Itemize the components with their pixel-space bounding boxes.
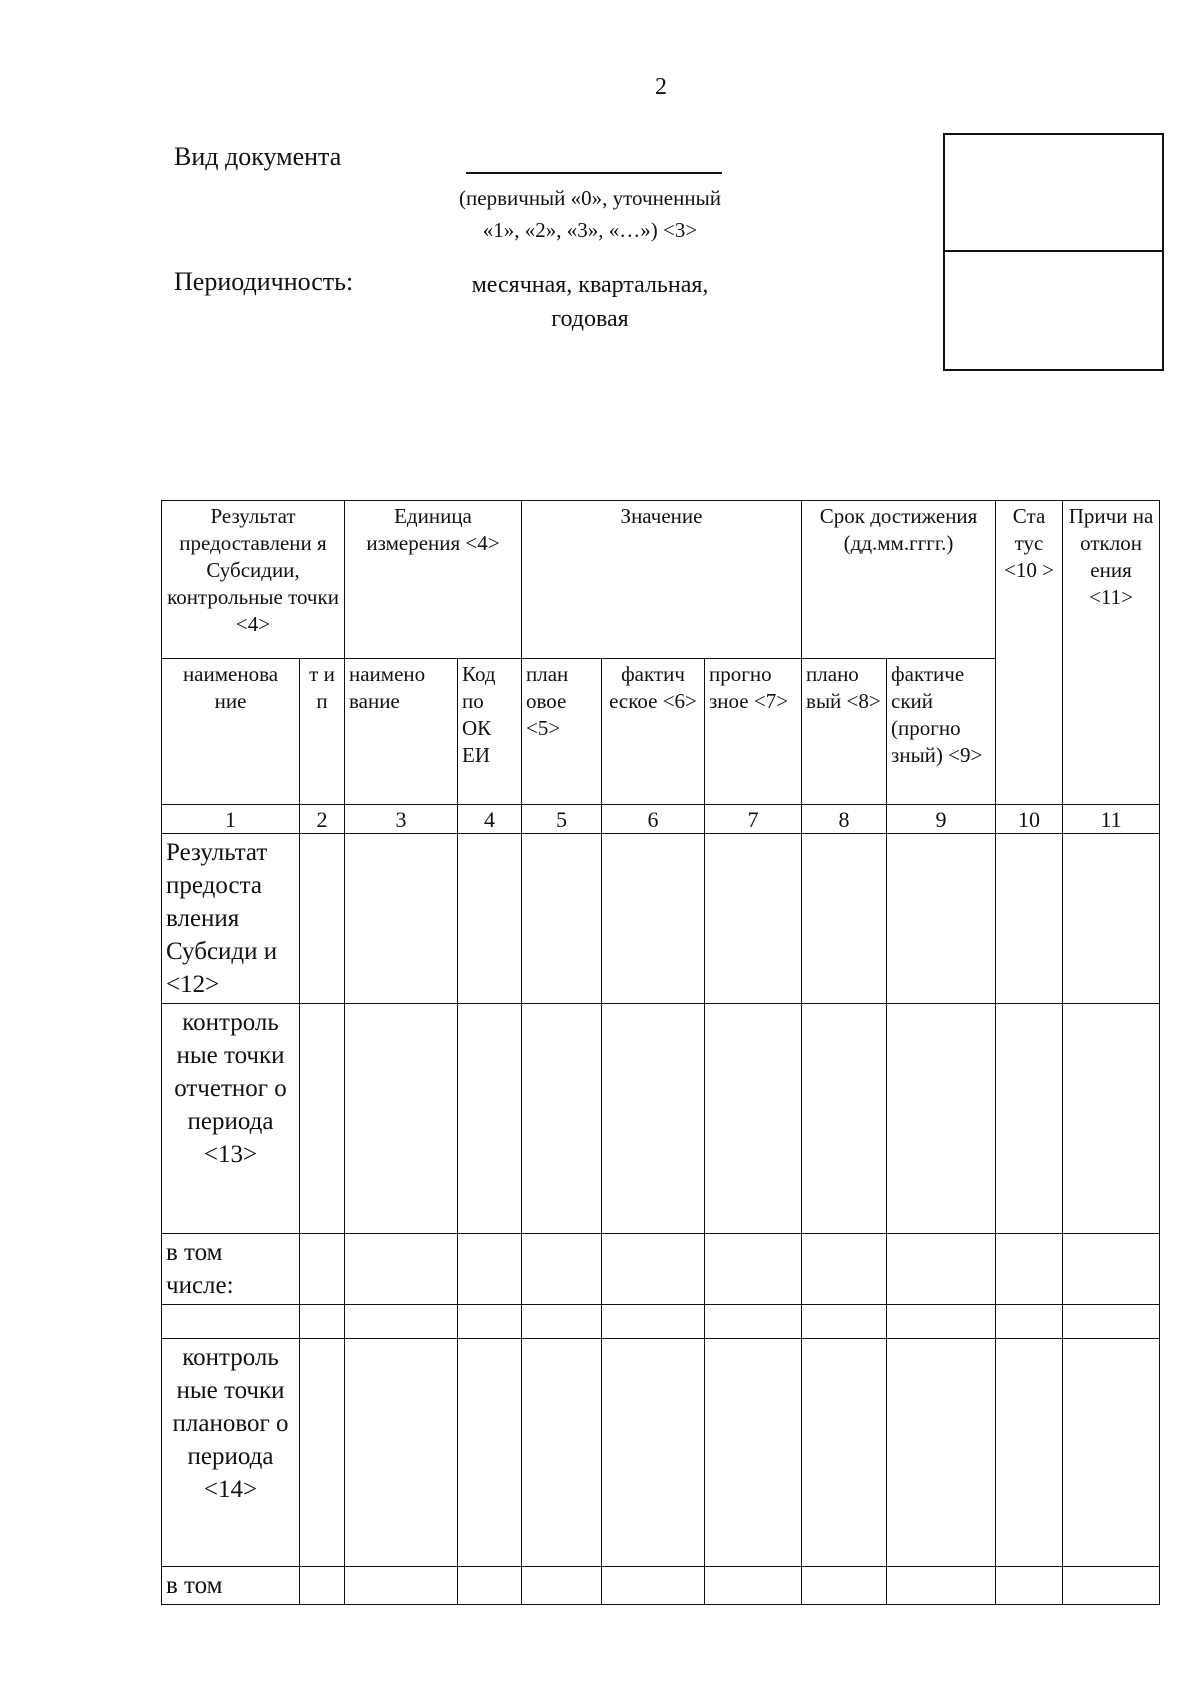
table-cell[interactable] xyxy=(345,834,458,1004)
column-number: 8 xyxy=(802,805,887,834)
table-cell[interactable] xyxy=(458,1305,522,1339)
table-cell[interactable] xyxy=(802,1567,887,1605)
col-name-header: наименова ние xyxy=(162,659,300,805)
column-number: 4 xyxy=(458,805,522,834)
table-cell[interactable] xyxy=(1063,1004,1160,1234)
table-row xyxy=(162,1004,1160,1234)
doc-type-fill-line xyxy=(466,172,722,174)
table-cell[interactable] xyxy=(705,834,802,1004)
col-type-header: т и п xyxy=(300,659,345,805)
col-unit-name-header: наимено вание xyxy=(345,659,458,805)
code-box-cell-top xyxy=(945,135,1162,252)
table-cell[interactable] xyxy=(887,1339,996,1567)
table-cell[interactable] xyxy=(458,1004,522,1234)
row-label-checkpoints-reporting: контроль ные точки отчетног о периода <13> xyxy=(162,1004,300,1234)
table-cell[interactable] xyxy=(1063,1567,1160,1605)
col-result-header: Результат предоставлени я Субсидии, контрольные точки <4> xyxy=(162,501,345,659)
table-cell[interactable] xyxy=(345,1567,458,1605)
periodicity-line1: месячная, квартальная, xyxy=(471,272,709,298)
table-cell[interactable] xyxy=(1063,1339,1160,1567)
table-cell[interactable] xyxy=(522,834,602,1004)
table-cell[interactable] xyxy=(996,834,1063,1004)
table-cell[interactable] xyxy=(996,1305,1063,1339)
table-cell[interactable] xyxy=(705,1305,802,1339)
table-cell[interactable] xyxy=(1063,1305,1160,1339)
table-cell[interactable] xyxy=(1063,834,1160,1004)
table-cell[interactable] xyxy=(300,1339,345,1567)
table-cell[interactable] xyxy=(887,1234,996,1305)
table-cell[interactable] xyxy=(345,1305,458,1339)
col-unit-header: Единица измерения <4> xyxy=(345,501,522,659)
table-cell[interactable] xyxy=(300,1004,345,1234)
header-group-row xyxy=(162,501,1160,659)
table-cell[interactable] xyxy=(300,1305,345,1339)
table-cell[interactable] xyxy=(602,834,705,1004)
column-number: 9 xyxy=(887,805,996,834)
table-cell[interactable] xyxy=(458,834,522,1004)
table-cell[interactable] xyxy=(522,1305,602,1339)
row-label-including: в том xyxy=(162,1567,300,1605)
col-deadline-fact-header: фактиче ский (прогно зный) <9> xyxy=(887,659,996,805)
doc-type-label: Вид документа xyxy=(174,142,342,171)
table-cell[interactable] xyxy=(458,1339,522,1567)
row-label-empty xyxy=(162,1305,300,1339)
table-cell[interactable] xyxy=(802,1004,887,1234)
column-number: 10 xyxy=(996,805,1063,834)
column-number: 5 xyxy=(522,805,602,834)
periodicity-label: Периодичность: xyxy=(174,267,354,296)
table-cell[interactable] xyxy=(802,1305,887,1339)
table-cell[interactable] xyxy=(522,1339,602,1567)
table-cell[interactable] xyxy=(602,1234,705,1305)
periodicity-values xyxy=(440,268,740,336)
col-deadline-header: Срок достижения (дд.мм.гггг.) xyxy=(802,501,996,659)
table-cell[interactable] xyxy=(705,1567,802,1605)
column-number: 2 xyxy=(300,805,345,834)
table-cell[interactable] xyxy=(522,1004,602,1234)
code-box xyxy=(943,133,1164,371)
doc-type-note-line2: «1», «2», «3», «…») <3> xyxy=(482,218,698,242)
column-numbers-row xyxy=(162,805,1160,834)
col-value-header: Значение xyxy=(522,501,802,659)
table-cell[interactable] xyxy=(458,1234,522,1305)
table-cell[interactable] xyxy=(345,1004,458,1234)
table-cell[interactable] xyxy=(996,1339,1063,1567)
table-cell[interactable] xyxy=(1063,1234,1160,1305)
table-cell[interactable] xyxy=(522,1567,602,1605)
row-label-result: Результат предоста вления Субсиди и <12> xyxy=(162,834,300,1004)
table-cell[interactable] xyxy=(300,1567,345,1605)
table-cell[interactable] xyxy=(887,1567,996,1605)
table-cell[interactable] xyxy=(345,1234,458,1305)
doc-type-note xyxy=(420,182,760,246)
table-cell[interactable] xyxy=(887,1305,996,1339)
table-cell[interactable] xyxy=(345,1339,458,1567)
table-cell[interactable] xyxy=(996,1234,1063,1305)
table-cell[interactable] xyxy=(458,1567,522,1605)
table-row xyxy=(162,1234,1160,1305)
doc-type-note-line1: (первичный «0», уточненный xyxy=(459,186,721,210)
table-cell[interactable] xyxy=(300,834,345,1004)
report-table xyxy=(161,500,1160,1605)
column-number: 1 xyxy=(162,805,300,834)
col-reason-header: Причи на отклон ения <11> xyxy=(1063,501,1160,805)
table-cell[interactable] xyxy=(602,1004,705,1234)
table-cell[interactable] xyxy=(802,1339,887,1567)
table-cell[interactable] xyxy=(602,1305,705,1339)
table-cell[interactable] xyxy=(887,1004,996,1234)
column-number: 7 xyxy=(705,805,802,834)
row-label-including: в том числе: xyxy=(162,1234,300,1305)
code-box-cell-bottom xyxy=(945,252,1162,369)
col-fact-header: фактич еское <6> xyxy=(602,659,705,805)
page-number: 2 xyxy=(655,74,667,100)
table-cell[interactable] xyxy=(300,1234,345,1305)
table-cell[interactable] xyxy=(522,1234,602,1305)
table-cell[interactable] xyxy=(887,834,996,1004)
table-row xyxy=(162,1567,1160,1605)
table-cell[interactable] xyxy=(705,1339,802,1567)
row-label-checkpoints-planned: контроль ные точки плановог о периода <14> xyxy=(162,1339,300,1567)
table-row xyxy=(162,1339,1160,1567)
table-cell[interactable] xyxy=(996,1004,1063,1234)
column-number: 6 xyxy=(602,805,705,834)
periodicity-line2: годовая xyxy=(551,306,629,332)
col-deadline-plan-header: плано вый <8> xyxy=(802,659,887,805)
col-okei-header: Код по ОК ЕИ xyxy=(458,659,522,805)
table-cell[interactable] xyxy=(802,1234,887,1305)
table-cell[interactable] xyxy=(802,834,887,1004)
table-cell[interactable] xyxy=(705,1004,802,1234)
table-cell[interactable] xyxy=(996,1567,1063,1605)
column-number: 3 xyxy=(345,805,458,834)
col-forecast-header: прогно зное <7> xyxy=(705,659,802,805)
col-status-header: Ста тус <10 > xyxy=(996,501,1063,805)
table-cell[interactable] xyxy=(602,1567,705,1605)
table-row xyxy=(162,834,1160,1004)
table-row xyxy=(162,1305,1160,1339)
table-cell[interactable] xyxy=(602,1339,705,1567)
table-cell[interactable] xyxy=(705,1234,802,1305)
column-number: 11 xyxy=(1063,805,1160,834)
col-plan-header: план овое <5> xyxy=(522,659,602,805)
